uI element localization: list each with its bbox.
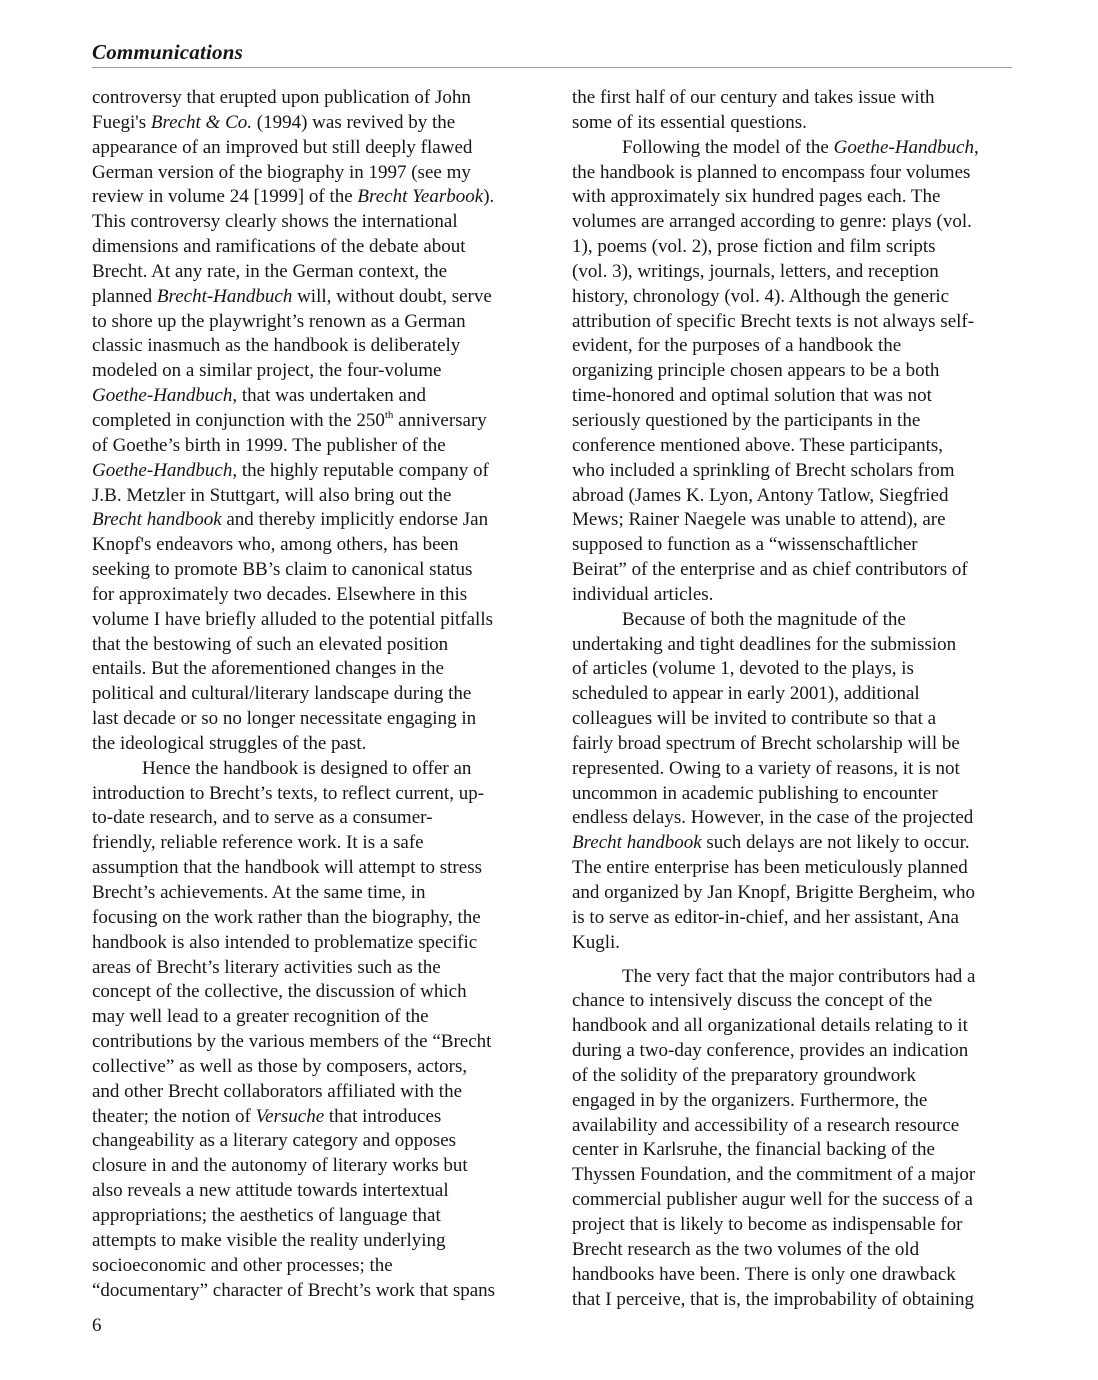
text-run: such delays are not likely to occur. bbox=[706, 832, 970, 854]
text-run: modeled on a similar project, the four-volume bbox=[92, 360, 442, 382]
text-line bbox=[92, 956, 540, 981]
text-run: some of its essential questions. bbox=[572, 111, 807, 133]
text-run: Thyssen Foundation, and the commitment of a major bbox=[572, 1164, 976, 1186]
text-line bbox=[572, 1188, 1020, 1213]
text-line bbox=[572, 558, 1020, 583]
text-line bbox=[92, 111, 540, 136]
text-line bbox=[92, 459, 540, 484]
text-line bbox=[92, 1080, 540, 1105]
text-line bbox=[572, 86, 1020, 111]
text-run: the first half of our century and takes issue with bbox=[572, 87, 935, 108]
text-line bbox=[92, 310, 540, 335]
section-title: Communications bbox=[92, 40, 244, 64]
italic-title: Brecht handbook bbox=[572, 832, 702, 854]
text-run: volumes are arranged according to genre: plays (vol. bbox=[572, 211, 972, 233]
text-run: for approximately two decades. Elsewhere in this bbox=[92, 583, 468, 605]
text-line bbox=[572, 989, 1020, 1014]
text-run: undertaking and tight deadlines for the submission bbox=[572, 633, 957, 655]
text-line bbox=[92, 782, 540, 807]
text-line bbox=[572, 608, 1020, 633]
text-run: attribution of specific Brecht texts is not always self- bbox=[572, 310, 975, 332]
text-run: anniversary bbox=[398, 409, 487, 431]
text-run: and other Brecht collaborators affiliated with the bbox=[92, 1080, 463, 1102]
text-line bbox=[572, 633, 1020, 658]
text-line bbox=[572, 185, 1020, 210]
text-run: may well lead to a greater recognition of the bbox=[92, 1006, 429, 1028]
text-line bbox=[92, 1229, 540, 1254]
text-line bbox=[572, 1064, 1020, 1089]
text-run: Brecht’s achievements. At the same time, in bbox=[92, 882, 426, 903]
text-run: and thereby implicitly endorse Jan bbox=[226, 509, 489, 531]
text-run: appropriations; the aesthetics of language that bbox=[92, 1204, 441, 1226]
text-line bbox=[572, 782, 1020, 807]
text-run: handbooks have been. There is only one drawback bbox=[572, 1263, 956, 1285]
text-run: assumption that the handbook will attempt to stress bbox=[92, 857, 482, 879]
text-line bbox=[572, 136, 1020, 161]
text-run: that introduces bbox=[328, 1105, 442, 1127]
text-line bbox=[92, 980, 540, 1005]
text-run: “documentary” character of Brecht’s work that spans bbox=[92, 1279, 496, 1301]
text-run: individual articles. bbox=[572, 583, 714, 605]
text-line bbox=[572, 732, 1020, 757]
text-line bbox=[92, 657, 540, 682]
superscript: th bbox=[384, 408, 394, 421]
text-line bbox=[572, 111, 1020, 136]
text-line bbox=[572, 285, 1020, 310]
text-run: history, chronology (vol. 4). Although the generic bbox=[572, 285, 950, 307]
text-run: Following the model of the bbox=[622, 136, 829, 158]
header-rule bbox=[92, 67, 1012, 68]
text-run: Knopf's endeavors who, among others, has been bbox=[92, 534, 459, 556]
text-run: the handbook is planned to encompass four volumes bbox=[572, 161, 971, 183]
text-line bbox=[92, 1179, 540, 1204]
text-line bbox=[572, 757, 1020, 782]
text-line bbox=[92, 558, 540, 583]
italic-title: Brecht-Handbuch bbox=[156, 285, 293, 307]
text-line bbox=[92, 434, 540, 459]
text-run: conference mentioned above. These participants, bbox=[572, 434, 944, 456]
text-run: last decade or so no longer necessitate engaging in bbox=[92, 708, 477, 730]
text-line bbox=[92, 384, 540, 409]
text-line bbox=[92, 285, 540, 310]
text-run: handbook and all organizational details relating to it bbox=[572, 1015, 968, 1037]
text-line bbox=[572, 856, 1020, 881]
text-run: seriously questioned by the participants in the bbox=[572, 409, 921, 431]
text-run: supposed to function as a “wissenschaftlicher bbox=[572, 534, 918, 556]
text-run: of the solidity of the preparatory groundwork bbox=[572, 1064, 917, 1086]
text-run: will, without doubt, serve bbox=[297, 285, 492, 307]
text-line bbox=[572, 260, 1020, 285]
text-run: The entire enterprise has been meticulously planned bbox=[572, 857, 968, 879]
italic-title: Goethe-Handbuch bbox=[92, 385, 233, 407]
text-line bbox=[92, 359, 540, 384]
text-run: 1), poems (vol. 2), prose fiction and film scripts bbox=[572, 236, 936, 258]
text-run: planned bbox=[92, 285, 153, 307]
text-line bbox=[92, 707, 540, 732]
text-line bbox=[92, 533, 540, 558]
text-line bbox=[92, 732, 540, 757]
text-line bbox=[92, 806, 540, 831]
text-run: focusing on the work rather than the biography, the bbox=[92, 906, 481, 928]
text-run: is to serve as editor-in-chief, and her assistant, Ana bbox=[572, 906, 959, 928]
text-line bbox=[572, 1114, 1020, 1139]
text-run: volume I have briefly alluded to the potential pitfalls bbox=[92, 608, 493, 630]
text-run: Beirat” of the enterprise and as chief contributors of bbox=[572, 559, 968, 581]
text-line bbox=[92, 1254, 540, 1279]
text-run: entails. But the aforementioned changes in the bbox=[92, 658, 444, 680]
text-line bbox=[92, 1055, 540, 1080]
text-run: the ideological struggles of the past. bbox=[92, 732, 367, 754]
text-run: dimensions and ramifications of the debate about bbox=[92, 236, 466, 258]
paragraph-gap bbox=[572, 956, 1020, 965]
text-line bbox=[572, 965, 1020, 990]
text-run: (1994) was revived by the bbox=[256, 111, 456, 133]
right-column bbox=[572, 86, 1020, 1312]
text-run: evident, for the purposes of a handbook the bbox=[572, 335, 902, 357]
text-run: represented. Owing to a variety of reasons, it is not bbox=[572, 757, 960, 779]
text-line bbox=[92, 1279, 540, 1304]
text-run: Brecht. At any rate, in the German context, the bbox=[92, 260, 448, 282]
text-run: controversy that erupted upon publication of John bbox=[92, 87, 471, 108]
text-run: classic inasmuch as the handbook is deliberately bbox=[92, 335, 461, 357]
text-run: who included a sprinkling of Brecht scholars from bbox=[572, 459, 955, 481]
text-line bbox=[572, 831, 1020, 856]
text-run: J.B. Metzler in Stuttgart, will also bring out the bbox=[92, 484, 452, 506]
text-line bbox=[572, 1288, 1020, 1313]
italic-title: Goethe-Handbuch bbox=[92, 459, 233, 481]
text-line bbox=[92, 508, 540, 533]
text-line bbox=[572, 906, 1020, 931]
text-run: The very fact that the major contributors had a bbox=[622, 965, 976, 987]
text-line bbox=[572, 583, 1020, 608]
text-run: to-date research, and to serve as a consumer- bbox=[92, 807, 433, 829]
text-line bbox=[92, 1204, 540, 1229]
text-line bbox=[572, 1163, 1020, 1188]
text-run: project that is likely to become as indispensable for bbox=[572, 1213, 963, 1235]
text-run: Kugli. bbox=[572, 931, 621, 953]
text-run: completed in conjunction with the 250 bbox=[92, 409, 385, 431]
text-line bbox=[92, 583, 540, 608]
text-line bbox=[572, 210, 1020, 235]
text-run: Brecht research as the two volumes of the old bbox=[572, 1238, 920, 1260]
text-run: closure in and the autonomy of literary works but bbox=[92, 1155, 468, 1177]
text-run: endless delays. However, in the case of the projected bbox=[572, 807, 974, 829]
text-run: fairly broad spectrum of Brecht scholarship will be bbox=[572, 732, 960, 754]
text-line bbox=[572, 310, 1020, 335]
text-line bbox=[572, 657, 1020, 682]
text-run: chance to intensively discuss the concept of the bbox=[572, 990, 933, 1012]
text-line bbox=[572, 434, 1020, 459]
text-line bbox=[572, 1039, 1020, 1064]
text-line bbox=[572, 459, 1020, 484]
text-line bbox=[92, 1105, 540, 1130]
italic-title: Brecht Yearbook bbox=[357, 186, 484, 208]
text-run: appearance of an improved but still deeply flawed bbox=[92, 136, 473, 158]
text-line bbox=[92, 1154, 540, 1179]
text-run: changeability as a literary category and opposes bbox=[92, 1130, 457, 1152]
text-run: attempts to make visible the reality underlying bbox=[92, 1229, 446, 1251]
text-run: uncommon in academic publishing to encounter bbox=[572, 782, 938, 804]
text-run: (vol. 3), writings, journals, letters, and reception bbox=[572, 260, 939, 282]
text-run: theater; the notion of bbox=[92, 1105, 251, 1127]
text-run: during a two-day conference, provides an indication bbox=[572, 1040, 969, 1062]
text-line bbox=[572, 359, 1020, 384]
text-line bbox=[92, 931, 540, 956]
text-line bbox=[572, 682, 1020, 707]
text-run: contributions by the various members of the “Brecht bbox=[92, 1031, 492, 1053]
text-line bbox=[572, 707, 1020, 732]
text-line bbox=[572, 484, 1020, 509]
text-run: This controversy clearly shows the international bbox=[92, 211, 458, 233]
text-run: Fuegi's bbox=[92, 111, 147, 133]
page-number: 6 bbox=[92, 1315, 102, 1336]
text-line bbox=[92, 161, 540, 186]
italic-title: Goethe-Handbuch bbox=[833, 136, 974, 158]
text-run: socioeconomic and other processes; the bbox=[92, 1254, 393, 1276]
text-run: commercial publisher augur well for the success of a bbox=[572, 1189, 973, 1211]
text-run: organizing principle chosen appears to be a both bbox=[572, 360, 940, 382]
text-run: concept of the collective, the discussion of which bbox=[92, 981, 467, 1003]
text-run: center in Karlsruhe, the financial backing of the bbox=[572, 1139, 935, 1161]
text-line bbox=[92, 682, 540, 707]
text-line bbox=[92, 757, 540, 782]
text-run: abroad (James K. Lyon, Antony Tatlow, Siegfried bbox=[572, 484, 949, 506]
text-line bbox=[92, 185, 540, 210]
text-line bbox=[572, 1138, 1020, 1163]
text-line bbox=[572, 533, 1020, 558]
italic-title: Brecht handbook bbox=[92, 509, 222, 531]
text-run: review in volume 24 [1999] of the bbox=[92, 186, 353, 208]
text-line bbox=[572, 384, 1020, 409]
text-line bbox=[92, 86, 540, 111]
text-run: friendly, reliable reference work. It is a safe bbox=[92, 832, 424, 854]
text-line bbox=[572, 334, 1020, 359]
text-line bbox=[92, 1129, 540, 1154]
text-run: that the bestowing of such an elevated position bbox=[92, 633, 449, 655]
text-line bbox=[572, 1089, 1020, 1114]
text-line bbox=[92, 334, 540, 359]
text-run: German version of the biography in 1997 (see my bbox=[92, 161, 471, 183]
text-line bbox=[92, 1030, 540, 1055]
text-run: political and cultural/literary landscape during the bbox=[92, 683, 472, 705]
text-line bbox=[572, 161, 1020, 186]
text-line bbox=[572, 931, 1020, 956]
text-line bbox=[572, 508, 1020, 533]
text-line bbox=[92, 484, 540, 509]
text-line bbox=[572, 1263, 1020, 1288]
text-line bbox=[572, 881, 1020, 906]
italic-title: Versuche bbox=[255, 1105, 325, 1127]
text-run: availability and accessibility of a research resource bbox=[572, 1114, 960, 1136]
text-run: collective” as well as those by composers, actors, bbox=[92, 1055, 468, 1077]
text-run: time-honored and optimal solution that was not bbox=[572, 385, 932, 407]
text-line bbox=[92, 409, 540, 434]
left-column bbox=[92, 86, 540, 1303]
text-line bbox=[572, 409, 1020, 434]
text-line bbox=[92, 136, 540, 161]
text-line bbox=[92, 608, 540, 633]
text-run: and organized by Jan Knopf, Brigitte Bergheim, who bbox=[572, 882, 975, 903]
text-run: Mews; Rainer Naegele was unable to attend), are bbox=[572, 509, 946, 531]
text-run: seeking to promote BB’s claim to canonical status bbox=[92, 559, 473, 581]
text-line bbox=[572, 1014, 1020, 1039]
text-run: , that was undertaken and bbox=[232, 385, 426, 407]
text-run: that I perceive, that is, the improbability of obtaining bbox=[572, 1288, 975, 1310]
running-header bbox=[92, 38, 1012, 70]
text-run: to shore up the playwright’s renown as a German bbox=[92, 310, 466, 332]
italic-title: Brecht & Co. bbox=[150, 111, 253, 133]
text-run: handbook is also intended to problematize specific bbox=[92, 931, 478, 953]
text-line bbox=[92, 856, 540, 881]
text-run: with approximately six hundred pages each. The bbox=[572, 186, 941, 208]
text-line bbox=[572, 235, 1020, 260]
text-run: ). bbox=[483, 186, 495, 208]
text-line bbox=[92, 881, 540, 906]
text-run: engaged in by the organizers. Furthermore, the bbox=[572, 1089, 928, 1111]
text-line bbox=[572, 1213, 1020, 1238]
text-line bbox=[92, 633, 540, 658]
text-run: also reveals a new attitude towards intertextual bbox=[92, 1180, 449, 1202]
text-run: , the highly reputable company of bbox=[232, 459, 489, 481]
text-run: Hence the handbook is designed to offer an bbox=[142, 757, 472, 779]
text-line bbox=[572, 806, 1020, 831]
text-run: introduction to Brecht’s texts, to reflect current, up- bbox=[92, 782, 485, 804]
text-run: areas of Brecht’s literary activities such as the bbox=[92, 956, 441, 978]
text-run: scheduled to appear in early 2001), additional bbox=[572, 683, 920, 705]
text-run: , bbox=[973, 136, 979, 158]
text-line bbox=[92, 906, 540, 931]
text-line bbox=[92, 260, 540, 285]
text-run: of articles (volume 1, devoted to the plays, is bbox=[572, 658, 914, 680]
text-run: Because of both the magnitude of the bbox=[622, 608, 906, 630]
text-line bbox=[92, 1005, 540, 1030]
text-line bbox=[572, 1238, 1020, 1263]
text-run: of Goethe’s birth in 1999. The publisher of the bbox=[92, 434, 446, 456]
text-run: colleagues will be invited to contribute so that a bbox=[572, 708, 937, 730]
text-line bbox=[92, 831, 540, 856]
text-line bbox=[92, 235, 540, 260]
text-line bbox=[92, 210, 540, 235]
